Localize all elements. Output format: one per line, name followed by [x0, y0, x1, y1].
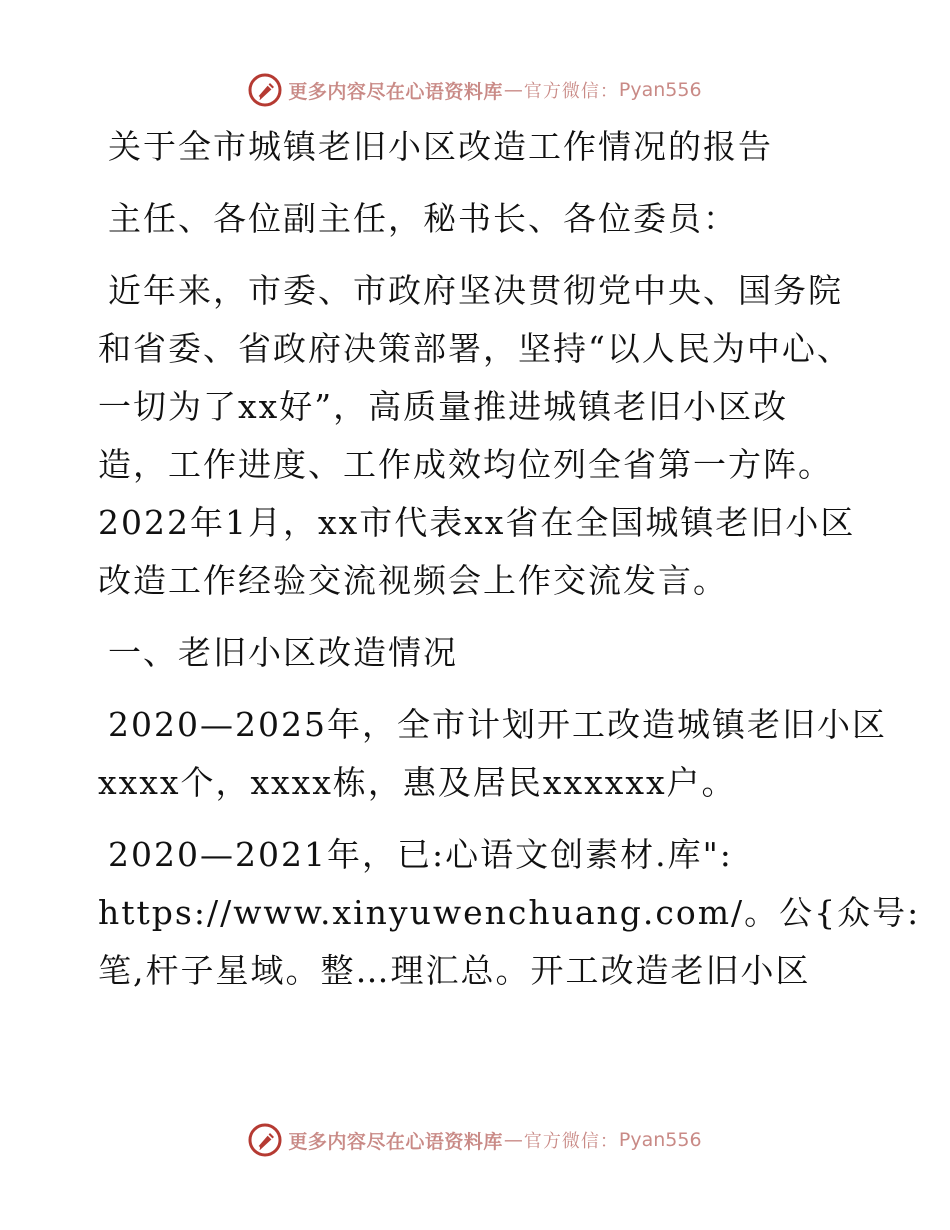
watermark-handle: Pyan556 — [618, 79, 702, 101]
pen-nib-logo-icon — [248, 1123, 282, 1157]
paragraph-line: 2020—2025年，全市计划开工改造城镇老旧小区 — [108, 705, 887, 744]
paragraph-progress — [98, 826, 921, 1000]
paragraph-line: 造，工作进度、工作成效均位列全省第一方阵。 — [98, 445, 833, 484]
paragraph-line: 近年来，市委、市政府坚决贯彻党中央、国务院 — [108, 271, 843, 310]
footer-watermark — [0, 1120, 950, 1160]
paragraph-line: 2020—2021年，已:心语文创素材.库": — [108, 835, 733, 874]
paragraph-line: 改造工作经验交流视频会上作交流发言。 — [98, 561, 728, 600]
watermark-separator: — — [503, 1129, 523, 1151]
paragraph-line: xxxx个，xxxx栋，惠及居民xxxxxx户。 — [98, 763, 737, 802]
section-heading: 一、老旧小区改造情况 — [108, 633, 458, 672]
paragraph-line: 2022年1月，xx市代表xx省在全国城镇老旧小区 — [98, 503, 856, 542]
watermark-official-label: 官方微信： — [523, 1131, 619, 1152]
pen-nib-logo-icon — [248, 73, 282, 107]
salutation: 主任、各位副主任，秘书长、各位委员： — [108, 199, 738, 238]
paragraph-line: 和省委、省政府决策部署，坚持“以人民为中心、 — [98, 329, 852, 368]
paragraph-line: 一切为了xx好”，高质量推进城镇老旧小区改 — [98, 387, 789, 426]
watermark-handle: Pyan556 — [618, 1129, 702, 1151]
paragraph-line: 笔,杆子星域。整…理汇总。开工改造老旧小区 — [98, 951, 811, 990]
paragraph-line: https://www.xinyuwenchuang.com/。公{众号: — [98, 893, 921, 932]
watermark-separator: — — [503, 79, 523, 101]
watermark-official-label: 官方微信： — [523, 81, 619, 102]
document-title: 关于全市城镇老旧小区改造工作情况的报告 — [108, 127, 773, 166]
paragraph-plan — [98, 696, 887, 812]
watermark-main-text: 更多内容尽在心语资料库 — [288, 80, 503, 103]
watermark-main-text: 更多内容尽在心语资料库 — [288, 1130, 503, 1153]
paragraph-intro — [98, 262, 858, 610]
document-body — [98, 118, 921, 1000]
header-watermark — [0, 70, 950, 110]
